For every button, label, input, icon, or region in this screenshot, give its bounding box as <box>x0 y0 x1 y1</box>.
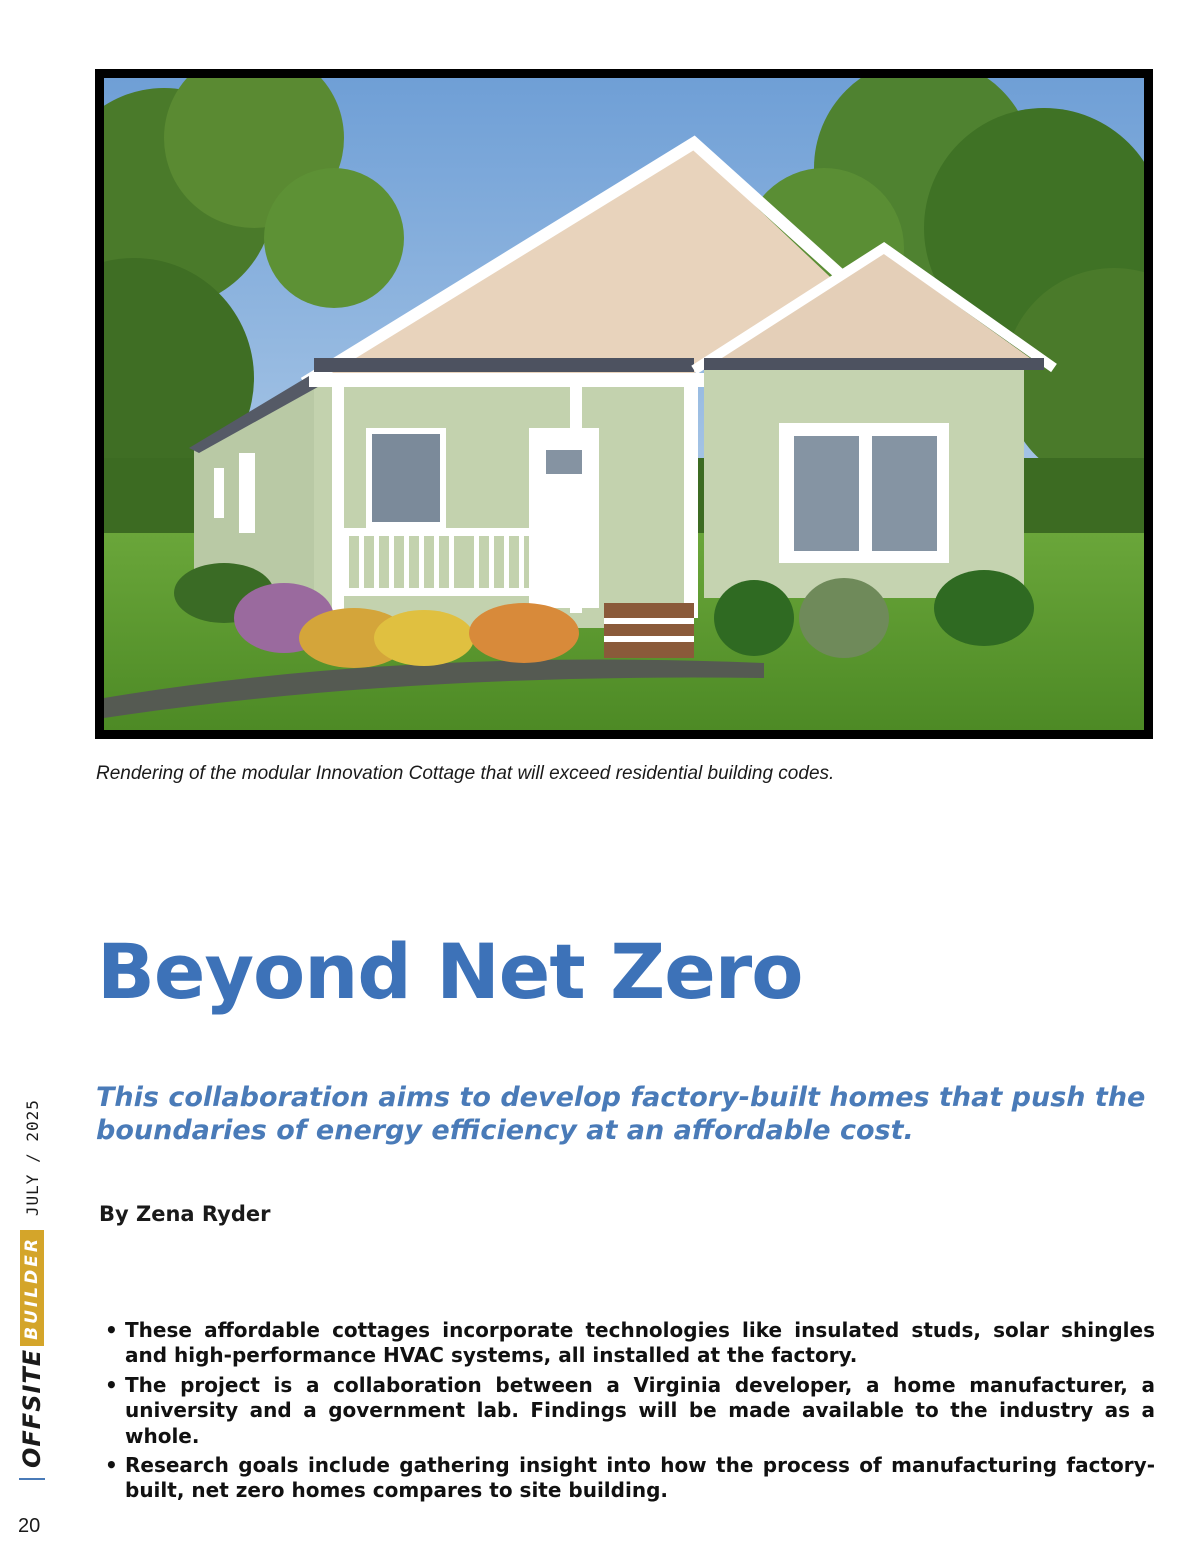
magazine-spine <box>10 960 54 1480</box>
article-deck: This collaboration aims to develop factory-built homes that push the boundaries of energy efficiency at an affordable cost. <box>96 1082 1146 1146</box>
photo-caption: Rendering of the modular Innovation Cottage that will exceed residential building codes. <box>96 763 835 784</box>
key-point-item <box>105 1453 1155 1504</box>
page-number: 20 <box>18 1515 41 1537</box>
key-points-list <box>105 1318 1155 1508</box>
bullet-icon: • <box>105 1372 118 1397</box>
spine-divider <box>19 1478 45 1480</box>
brand-secondary: BUILDER <box>20 1230 44 1346</box>
issue-date: JULY / 2025 <box>22 1099 42 1217</box>
house-rendering-image <box>104 78 1144 730</box>
key-point-text: The project is a collaboration between a Virginia developer, a home manufacturer, a university and a government lab. Findings will be made available to the industry as a whole. <box>125 1372 1155 1448</box>
key-point-text: Research goals include gathering insight into how the process of manufacturing factory-built, net zero homes compares to site building. <box>125 1452 1155 1503</box>
article-headline: Beyond Net Zero <box>97 927 803 1016</box>
key-point-item <box>105 1373 1155 1449</box>
article-byline: By Zena Ryder <box>99 1202 271 1226</box>
bullet-icon: • <box>105 1318 118 1342</box>
brand-primary: OFFSITE <box>18 1348 46 1468</box>
key-point-text: These affordable cottages incorporate technologies like insulated studs, solar shingles and high-performance HVAC systems, all installed at the factory. <box>125 1318 1155 1368</box>
bullet-icon: • <box>105 1452 118 1477</box>
key-point-item <box>105 1318 1155 1369</box>
cover-photo <box>95 69 1153 739</box>
